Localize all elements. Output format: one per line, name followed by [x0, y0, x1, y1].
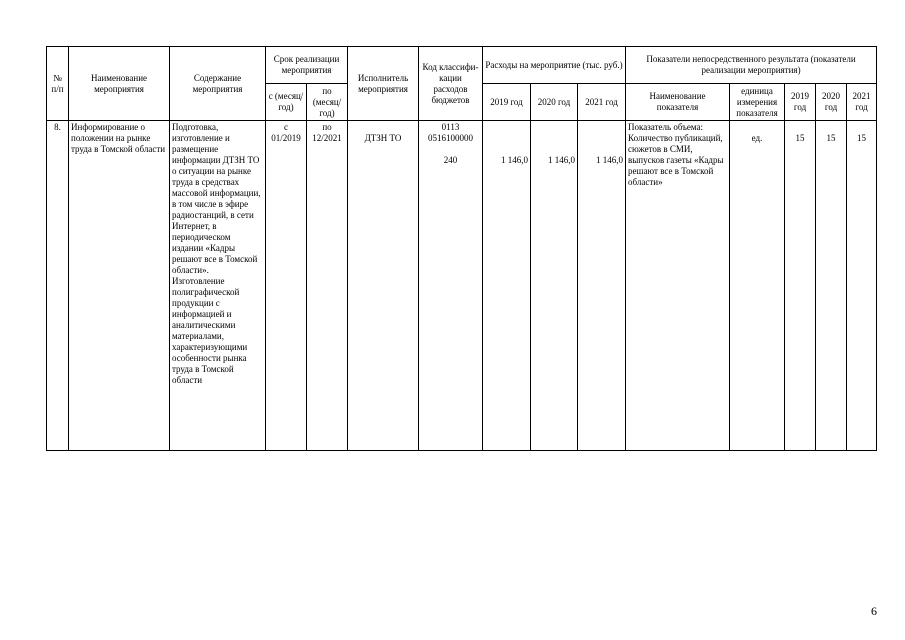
row-ind-unit: [730, 121, 785, 451]
row-exp-2021-value: 1 146,0: [596, 155, 624, 165]
header-period-to: по (месяц/год): [307, 84, 348, 121]
header-name: Наименование мероприятия: [69, 47, 170, 121]
row-ind-2021: [847, 121, 877, 451]
header-exp-2021: 2021 год: [578, 84, 626, 121]
row-exp-2020: [531, 121, 578, 451]
row-from-prefix: с: [284, 122, 288, 132]
header-code: Код классифи-кации расходов бюджетов: [419, 47, 483, 121]
activities-table: [46, 46, 877, 451]
header-executor: Исполнитель мероприятия: [348, 47, 419, 121]
row-to-date: 12/2021: [312, 133, 342, 143]
row-code-1: 0113: [441, 122, 460, 132]
row-executor: [348, 121, 419, 451]
row-exp-2019-value: 1 146,0: [501, 155, 528, 165]
header-expenses: Расходы на мероприятие (тыс. руб.): [483, 47, 626, 84]
header-period: Срок реализации мероприятия: [266, 47, 348, 84]
header-ind-2020: 2020 год: [816, 84, 847, 121]
page-number: 6: [871, 604, 877, 618]
header-indicators: Показатели непосредственного результата (показатели реализации мероприятия): [626, 47, 877, 84]
row-exp-2020-value: 1 146,0: [548, 155, 575, 165]
row-exp-2019: [483, 121, 531, 451]
row-exp-2021: [578, 121, 626, 451]
header-ind-2021: 2021 год: [847, 84, 877, 121]
row-from-date: 01/2019: [271, 133, 301, 143]
row-ind-2021-value: 15: [857, 133, 867, 143]
row-ind-2020: [816, 121, 847, 451]
row-to-prefix: по: [322, 122, 332, 132]
header-ind-2019: 2019 год: [785, 84, 816, 121]
row-ind-2020-value: 15: [826, 133, 836, 143]
row-code-2: 0516100000: [428, 133, 473, 143]
row-ind-2019: [785, 121, 816, 451]
row-num: 8.: [47, 121, 69, 451]
row-name: Информирование о положении на рынке труда в Томской области: [69, 121, 170, 451]
row-ind-unit-text: ед.: [751, 133, 763, 143]
row-code-3: 240: [443, 155, 458, 165]
row-ind-2019-value: 15: [795, 133, 805, 143]
row-content: Подготовка, изготовление и размещение информации ДТЗН ТО о ситуации на рынке труда в средствах массовой информации, в том числе в эфире радиостанций, в сети Интернет, в периодическом издании «Кадры решают все в Томской области». Изготовление полиграфической продукции с информацией и аналитическими материалами, характеризующими особенности рынка труда в Томской области: [170, 121, 266, 451]
row-executor-text: ДТЗН ТО: [364, 133, 402, 143]
row-ind-name: Показатель объема: Количество публикаций, сюжетов в СМИ, выпусков газеты «Кадры решают все в Томской области»: [626, 121, 730, 451]
header-ind-unit: единица измерения показателя: [730, 84, 785, 121]
header-exp-2019: 2019 год: [483, 84, 531, 121]
header-exp-2020: 2020 год: [531, 84, 578, 121]
header-ind-name: Наименование показателя: [626, 84, 730, 121]
row-code: [419, 121, 483, 451]
row-from: [266, 121, 307, 451]
header-num: № п/п: [47, 47, 69, 121]
header-content: Содержание мероприятия: [170, 47, 266, 121]
table-row: [47, 121, 877, 451]
header-period-from: с (месяц/год): [266, 84, 307, 121]
row-to: [307, 121, 348, 451]
